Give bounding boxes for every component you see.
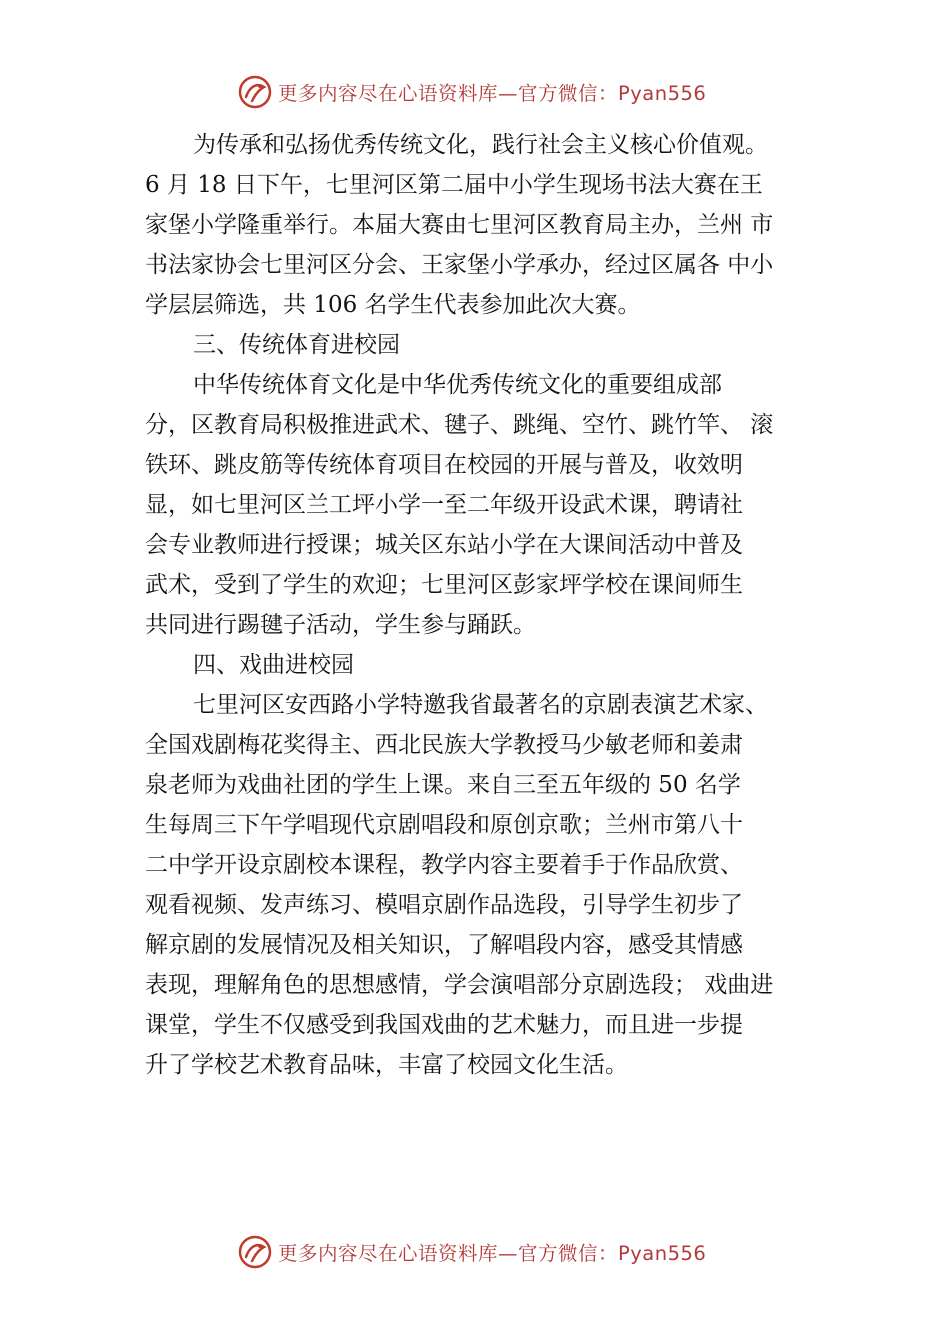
text-line: 武术，受到了学生的欢迎；七里河区彭家坪学校在课间师生 <box>145 572 743 598</box>
text-line: 为传承和弘扬优秀传统文化，践行社会主义核心价值观。 <box>193 132 768 158</box>
text-line: 学层层筛选，共 106 名学生代表参加此次大赛。 <box>145 292 641 318</box>
text-line: 七里河区安西路小学特邀我省最著名的京剧表演艺术家、 <box>193 692 768 718</box>
banner-text: 更多内容尽在心语资料库—官方微信：Pyan556 <box>278 1242 707 1265</box>
text-line: 书法家协会七里河区分会、王家堡小学承办，经过区属各 中小 <box>145 252 774 278</box>
dragon-seal-icon <box>238 75 272 109</box>
text-line: 中华传统体育文化是中华优秀传统文化的重要组成部 <box>193 372 722 398</box>
section-heading: 四、戏曲进校园 <box>193 652 354 678</box>
text-line: 解京剧的发展情况及相关知识，了解唱段内容，感受其情感 <box>145 932 743 958</box>
text-line: 共同进行踢毽子活动，学生参与踊跃。 <box>145 612 536 638</box>
text-line: 泉老师为戏曲社团的学生上课。来自三至五年级的 50 名学 <box>145 772 741 798</box>
text-line: 分，区教育局积极推进武术、毽子、跳绳、空竹、跳竹竿、 滚 <box>145 412 774 438</box>
text-line: 表现，理解角色的思想感情，学会演唱部分京剧选段； 戏曲进 <box>145 972 774 998</box>
text-line: 观看视频、发声练习、模唱京剧作品选段，引导学生初步了 <box>145 892 743 918</box>
text-line: 升了学校艺术教育品味，丰富了校园文化生活。 <box>145 1052 628 1078</box>
text-line: 铁环、跳皮筋等传统体育项目在校园的开展与普及，收效明 <box>145 452 743 478</box>
text-line: 6 月 18 日下午，七里河区第二届中小学生现场书法大赛在王 <box>145 172 763 198</box>
header-banner <box>238 72 706 112</box>
text-line: 生每周三下午学唱现代京剧唱段和原创京歌；兰州市第八十 <box>145 812 743 838</box>
text-line: 家堡小学隆重举行。本届大赛由七里河区教育局主办，兰州 市 <box>145 212 774 238</box>
text-line: 显，如七里河区兰工坪小学一至二年级开设武术课，聘请社 <box>145 492 743 518</box>
footer-banner <box>238 1232 706 1272</box>
section-heading: 三、传统体育进校园 <box>193 332 400 358</box>
banner-text: 更多内容尽在心语资料库—官方微信：Pyan556 <box>278 82 707 105</box>
text-line: 课堂，学生不仅感受到我国戏曲的艺术魅力，而且进一步提 <box>145 1012 743 1038</box>
text-line: 全国戏剧梅花奖得主、西北民族大学教授马少敏老师和姜肃 <box>145 732 743 758</box>
text-line: 会专业教师进行授课；城关区东站小学在大课间活动中普及 <box>145 532 743 558</box>
dragon-seal-icon <box>238 1235 272 1269</box>
document-body <box>145 125 825 1085</box>
text-line: 二中学开设京剧校本课程，教学内容主要着手于作品欣赏、 <box>145 852 743 878</box>
